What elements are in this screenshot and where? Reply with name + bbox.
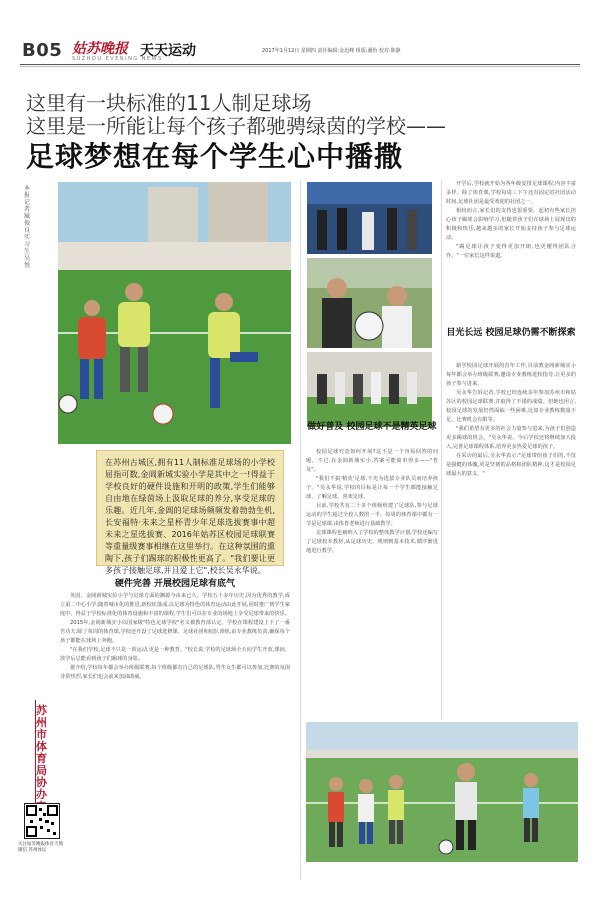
qr-caption: 关注姑苏晚报体育天地微信 苏州体坛 [18, 842, 63, 853]
paragraph: 据介绍,学校每年都会举办班级联赛,每个班级都有自己的足球队,男生女生都可以参加,比赛的氛围非常热烈,家长们也会前来加油助威。 [60, 665, 290, 680]
header-rule-thin [20, 66, 580, 67]
qr-code[interactable] [24, 803, 60, 839]
summary-text: 在苏州古城区,拥有11人制标准足球场的小学校屈指可数,金阊新城实验小学是其中之一!得益于学校良好的硬件设施和开明的政策,学生们能够自由地在绿茵场上汲取足球的养分,享受足球的乐趣。近几年,金阊的足球场频频发着勃勃生机,长安福特·未来之星杯青少年足球选拔赛事中超未来之星选拔赛、2016年姑苏区校园足球联赛等重量级赛事相继在这里举行。在这种氛围的熏陶下,孩子们踢球的积极性更高了。"我们要让更多孩子接触足球,并且爱上它",校长吴永华说。 [105, 458, 275, 575]
paragraph: "我们不搞'精英'足球,不光为选拔专业队员而培养孩子。"吴永华说,学校的目标是让每一个学生都能接触足球、了解足球、喜欢足球。 [306, 476, 438, 500]
section-heading-popularize: 做好普及 校园足球不是精英足球 [307, 422, 437, 432]
section-heading-longterm: 目光长远 校园足球仍需不断探索 [446, 328, 576, 338]
paragraph: 相较而言,家长们的支持也很重要。起初有些家长担心孩子踢球会影响学习,但随着孩子们在球场上展现出的积极和快乐,越来越多的家长开始支持孩子参与足球运动。 [446, 208, 576, 241]
header-rule [20, 64, 580, 65]
subtitle-line-2: 这里是一所能让每个孩子都驰骋绿茵的学校—— [26, 114, 446, 138]
photo-coach-with-students [307, 258, 432, 348]
paragraph: "在我们学校,足球不只是一项运动,更是一种教育。"校长说,学校的足球场全天向学生开放,课间、放学后总能看到孩子们踢球的身影。 [60, 647, 290, 662]
column-rule [441, 180, 442, 720]
photo-football-training [306, 722, 578, 862]
headline: 足球梦想在每个学生心中播撒 [26, 140, 404, 173]
byline: 本报记者 臧俊良 实习生 吴悦 [24, 185, 31, 269]
column-rule [300, 180, 301, 880]
paragraph: 开学后,学校就开始为各年级安排足球课程,内容丰富多样。除了体育课,学校每周三下午还有固定的社团活动时间,足球社团是最受欢迎的社团之一。 [446, 181, 576, 205]
section-title: 天天运动 [140, 43, 196, 59]
subtitle-line-1: 这里有一块标准的11人制足球场 [26, 91, 312, 115]
section-heading-hardware: 硬件完善 开展校园足球有底气 [114, 579, 236, 589]
article-column-a [60, 592, 290, 884]
paragraph: 吴永华告诉记者,学校已经连续多年参加苏州市和姑苏区的校园足球联赛,并取得了不错的成绩。但她也坦言,校园足球的发展仍然面临一些困难,比如专业教练数量不足、比赛机会有限等。 [446, 390, 576, 423]
article-column-b [306, 448, 438, 728]
paragraph: "踢足球让孩子变得更加开朗,也更懂得团队合作。"一位家长这样说道。 [446, 244, 576, 259]
summary-box [96, 450, 284, 575]
paragraph: 校园足球究竟如何开展?这不是一个容易回答的问题。不过,在金阊新城实小,答案可能简单得多——"普及"。 [306, 449, 438, 473]
page-number: B05 [22, 40, 63, 61]
article-column-c [446, 180, 576, 320]
sponsor-label: 苏州市体育局协办 [36, 704, 47, 801]
paragraph: 在采访的最后,吴永华表示:"足球带给孩子们的,不仅是强健的体魄,更是坚韧的品格和团队精神,这才是校园足球最大的意义。" [446, 453, 576, 477]
paragraph: 目前,学校共有二十多个班级组建了足球队,参与足球运动的学生超过全校人数的一半。每周的体育课中都有一节是足球课,由体育老师进行基础教学。 [306, 503, 438, 527]
paragraph: 英国、金阊新城实验小学与足球方面的渊源今由来已久。学校五十多年历史,因为优秀的教学,成立第二中心小学;随着城市化的推进,新校址落成,以足球为特色的体育运动由此开展,同时推广到学生家庭中。得益于学校标准化的体育设施和丰富的课程,学生们可以在专业的场地上享受足球带来的快乐。 [60, 593, 290, 617]
page-meta: 2017年1月12日 星期四 责任编辑:金迅峰 组版:潘怡 校对:陈静 [262, 48, 401, 54]
newspaper-logo: 姑苏晚报 [72, 41, 128, 57]
photo-award-ceremony [307, 182, 432, 254]
paragraph: 新学校园足球开展的首年工作,目前教金阊新城实小每年都会举办班级联赛,邀请专业教练进校指导,让更多的孩子参与进来。 [446, 363, 576, 387]
photo-spectators [307, 352, 432, 427]
newspaper-logo-en: SUZHOU EVENING NEWS [72, 56, 163, 62]
paragraph: "我们希望有更多的社会力量参与进来,为孩子们创造更多踢球的机会。"吴永华说。今后学校还将继续加大投入,完善足球课程体系,培养更多热爱足球的孩子。 [446, 426, 576, 450]
paragraph: 足球课程也被纳入了学校的整体教学计划,学校还编写了足球校本教材,从足球历史、规则到基本技术,循序渐进地进行教学。 [306, 530, 438, 554]
photo-children-playing-football [58, 182, 291, 444]
article-column-d [446, 362, 576, 714]
paragraph: 2015年,金阊新城实小以国家级"特色足球学校"名义被教育部认定。学校在课程建设上下了一番苦功夫:除了每周的体育课,学校还开设了足球选修课、足球社团和校队训练,由专业教练负责,确保每个孩子都能在球场上奔跑。 [60, 620, 290, 644]
